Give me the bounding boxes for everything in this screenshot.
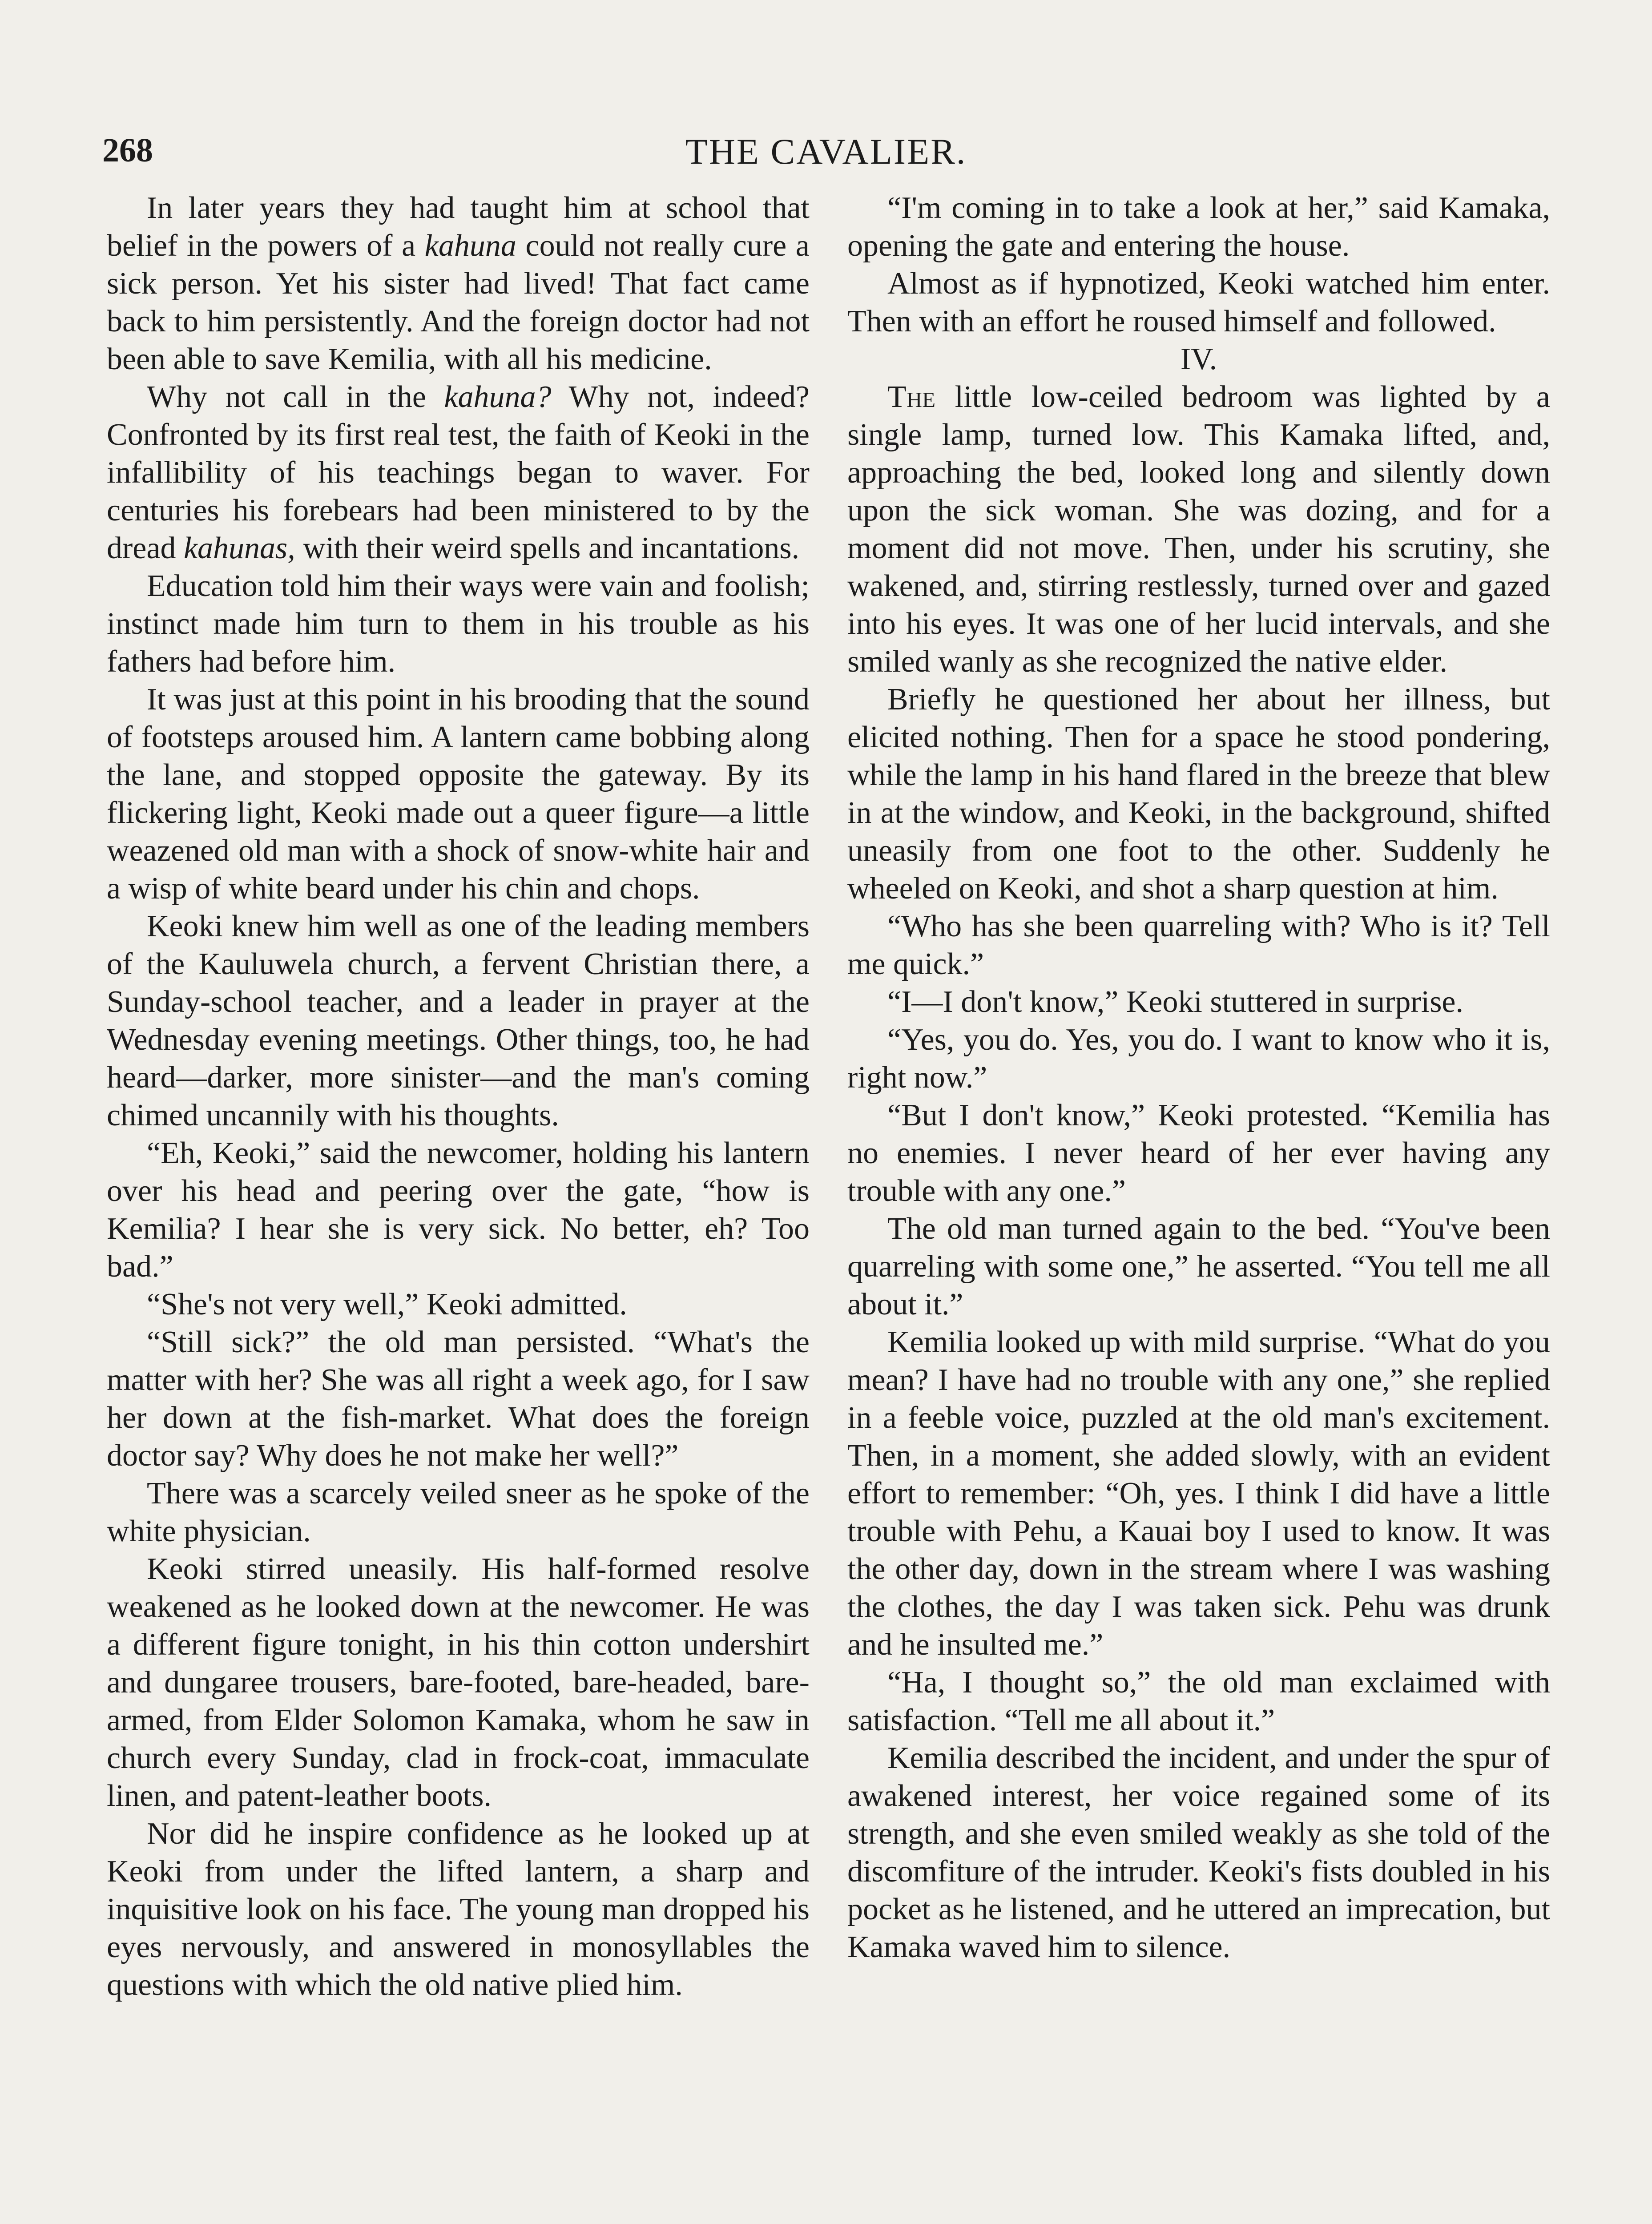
- paragraph: “But I don't know,” Keoki protested. “Kemilia has no enemies. I never heard of her ever having any trouble with any one.”: [847, 1098, 1550, 1208]
- paragraph: Keoki stirred uneasily. His half-formed resolve weakened as he looked down at the newcomer. He was a different figure tonight, in his thin cotton undershirt and dungaree trousers, bare-footed, bare-headed, bare-armed, from Elder Solomon Kamaka, whom he saw in church every Sunday, clad in frock-coat, immaculate linen, and patent-leather boots.: [107, 1552, 810, 1813]
- paragraph: In later years they had taught him at school that belief in the powers of a kahuna could not really cure a sick person. Yet his sister had lived! That fact came back to him persistently. And the foreign doctor had not been able to save Kemilia, with all his medicine.: [107, 191, 810, 376]
- paragraph: “Still sick?” the old man persisted. “What's the matter with her? She was all right a week ago, for I saw her down at the fish-market. What does the foreign doctor say? Why does he not make her well?”: [107, 1325, 810, 1473]
- section-heading: IV.: [1180, 342, 1217, 376]
- paragraph: Nor did he inspire confidence as he looked up at Keoki from under the lifted lantern, a sharp and inquisitive look on his face. The young man dropped his eyes nervously, and answered in monosyllables the questions with which the old native plied him.: [107, 1817, 810, 2002]
- paragraph: “She's not very well,” Keoki admitted.: [147, 1287, 627, 1322]
- paragraph: “I'm coming in to take a look at her,” said Kamaka, opening the gate and entering the house.: [847, 191, 1550, 263]
- paragraph: Kemilia looked up with mild surprise. “What do you mean? I have had no trouble with any one,” she replied in a feeble voice, puzzled at the old man's excitement. Then, in a moment, she added slowly, with an evident effort to remember: “Oh, yes. I think I did have a little trouble with Pehu, a Kauai boy I used to know. It was the other day, down in the stream where I was washing the clothes, the day I was taken sick. Pehu was drunk and he insulted me.”: [847, 1325, 1550, 1662]
- paragraph: Almost as if hypnotized, Keoki watched him enter. Then with an effort he roused himself and followed.: [847, 266, 1550, 338]
- paragraph: “Ha, I thought so,” the old man exclaimed with satisfaction. “Tell me all about it.”: [847, 1665, 1550, 1737]
- paragraph: “Who has she been quarreling with? Who is it? Tell me quick.”: [847, 909, 1550, 981]
- page-number: 268: [102, 132, 153, 169]
- left-column: [107, 189, 810, 2004]
- paragraph: It was just at this point in his brooding that the sound of footsteps aroused him. A lantern came bobbing along the lane, and stopped opposite the gateway. By its flickering light, Keoki made out a queer figure—a little weazened old man with a shock of snow-white hair and a wisp of white beard under his chin and chops.: [107, 682, 810, 906]
- lead-word: The: [887, 380, 936, 414]
- paragraph: Kemilia described the incident, and under the spur of awakened interest, her voice regained some of its strength, and she even smiled weakly as she told of the discomfiture of the intruder. Keoki's fists doubled in his pocket as he listened, and he uttered an imprecation, but Kamaka waved him to silence.: [847, 1741, 1550, 1964]
- paragraph: Why not call in the kahuna? Why not, indeed? Confronted by its first real test, the faith of Keoki in the infallibility of his teachings began to waver. For centuries his forebears had been ministered to by the dread kahunas, with their weird spells and incantations.: [107, 380, 810, 565]
- paragraph: Education told him their ways were vain and foolish; instinct made him turn to them in his trouble as his fathers had before him.: [107, 569, 810, 679]
- paragraph: The little low-ceiled bedroom was lighted by a single lamp, turned low. This Kamaka lifted, and, approaching the bed, looked long and silently down upon the sick woman. She was dozing, and for a moment did not move. Then, under his scrutiny, she wakened, and, stirring restlessly, turned over and gazed into his eyes. It was one of her lucid intervals, and she smiled wanly as she recognized the native elder.: [847, 380, 1550, 679]
- paragraph: Keoki knew him well as one of the leading members of the Kauluwela church, a fervent Christian there, a Sunday-school teacher, and a leader in prayer at the Wednesday evening meetings. Other things, too, he had heard—darker, more sinister—and the man's coming chimed uncannily with his thoughts.: [107, 909, 810, 1132]
- right-column: [847, 189, 1550, 1966]
- paragraph: The old man turned again to the bed. “You've been quarreling with some one,” he asserted. “You tell me all about it.”: [847, 1212, 1550, 1322]
- paragraph: “Eh, Keoki,” said the newcomer, holding his lantern over his head and peering over the gate, “how is Kemilia? I hear she is very sick. No better, eh? Too bad.”: [107, 1136, 810, 1284]
- paragraph: “Yes, you do. Yes, you do. I want to know who it is, right now.”: [847, 1023, 1550, 1095]
- paragraph: Briefly he questioned her about her illness, but elicited nothing. Then for a space he stood pondering, while the lamp in his hand flared in the breeze that blew in at the window, and Keoki, in the background, shifted uneasily from one foot to the other. Suddenly he wheeled on Keoki, and shot a sharp question at him.: [847, 682, 1550, 906]
- running-head: THE CAVALIER.: [685, 131, 967, 172]
- paragraph: “I—I don't know,” Keoki stuttered in surprise.: [887, 985, 1463, 1019]
- paragraph: There was a scarcely veiled sneer as he spoke of the white physician.: [107, 1476, 810, 1548]
